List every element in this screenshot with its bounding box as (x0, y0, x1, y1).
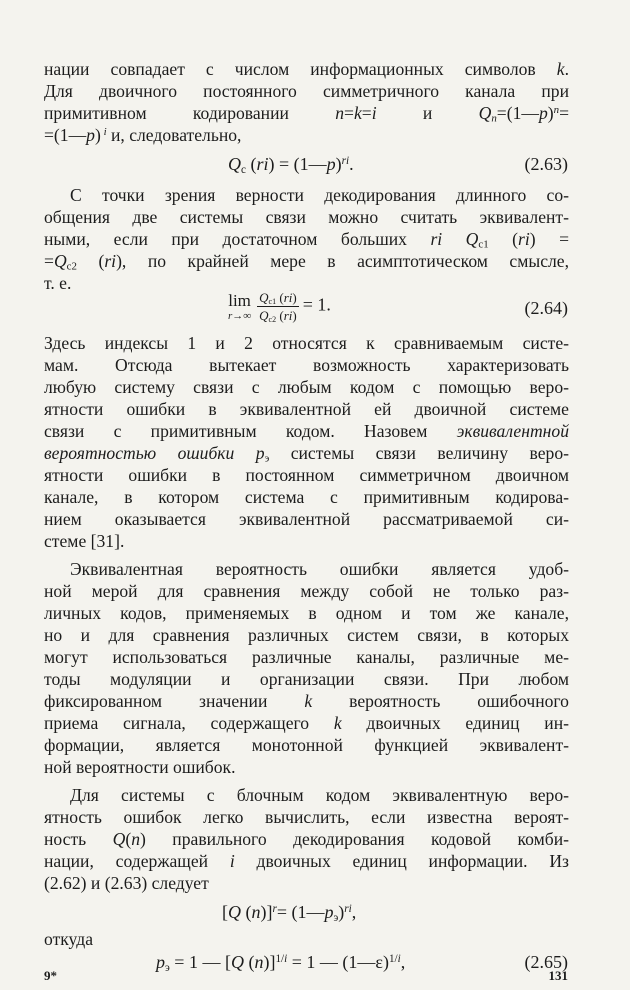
text-line: примитивном кодировании n=k=i и $Q_n=(1—p)^n=$ (44, 103, 570, 125)
equation-number: (2.63) (524, 154, 568, 174)
limit-operator: lim r→∞ (228, 290, 252, 322)
text-line: но и для сравнения различных систем связи, в которых (44, 625, 569, 645)
text-line: стеме [31]. (44, 531, 125, 551)
text-line: нации, содержащей i двоичных единиц информации. Из (44, 851, 569, 871)
equation-2-65: $p_э = 1$ — [Q (n)]$^{1/i}$ = 1 — (1—ε)$^{1/i}$, (156, 952, 406, 974)
text-line: С точки зрения верности декодирования длинного со- (70, 185, 569, 205)
text-line: приема сигнала, содержащего k двоичных единиц ин- (44, 713, 569, 733)
text-line: канале, в котором система с примитивным кодирова- (44, 487, 569, 507)
equation-2-63: $Q_c$ (ri) = (1—p)$^{ri}$. (228, 154, 354, 176)
text-line: ятность ошибок легко вычислить, если известна вероят- (44, 807, 569, 827)
equation-2-64: lim r→∞ $\frac{Q_{c1} (ri)}{Q_{c2} (ri)}$ = 1. (228, 290, 331, 324)
text-line: нации совпадает с числом информационных символов k. (44, 59, 569, 79)
text-line: личных кодов, применяемых в одном и том же канале, (44, 603, 569, 623)
fraction: $\frac{Q_{c1} (ri)}{Q_{c2} (ri)}$ (259, 290, 297, 324)
text-line: Для двоичного постоянного симметричного канала при (44, 81, 569, 101)
text-line: ной вероятности ошибок. (44, 757, 236, 777)
text-otkuda: откуда (44, 929, 94, 949)
text-line: общения две системы связи можно считать эквивалент- (44, 207, 569, 227)
text-line: Для системы с блочным кодом эквивалентную веро- (70, 785, 569, 805)
text-line: =(1—p) $^i$ и, следовательно, (44, 125, 242, 145)
equation-number: (2.65) (524, 952, 568, 972)
text-line: ными, если при достаточном больших ri $Q_{c1}$ (ri) = (44, 229, 570, 251)
page-number: 131 (548, 968, 568, 983)
text-line: тоды модуляции и организации связи. При любом (44, 669, 569, 689)
text-line: любую систему связи с любым кодом с помощью веро- (44, 377, 569, 397)
text-line: нием оказывается эквивалентной рассматриваемой си- (44, 509, 569, 529)
text-line: связи с примитивным кодом. Назовем эквивалентной (44, 421, 569, 441)
text-line: $=Q_{c2}$ (ri), по крайней мере в асимптотическом смысле, (44, 251, 569, 273)
text-line: Здесь индексы 1 и 2 относятся к сравниваемым систе- (44, 333, 569, 353)
signature-mark: 9* (44, 968, 57, 983)
text-line: фиксированном значении k вероятность ошибочного (44, 691, 569, 711)
equation-q-n: [Q $(n)]^r= (1—p_э)^{ri}$, (222, 902, 357, 924)
text-line: ность Q(n) правильного декодирования кодовой комби- (44, 829, 570, 849)
text-line: вероятностью ошибки $p_э$ системы связи величину веро- (44, 443, 569, 465)
text-line: ятности ошибки в эквивалентной ей двоичной системе (44, 399, 569, 419)
text-line: ной мерой для сравнения между собой не только раз- (44, 581, 569, 601)
text-line: мам. Отсюда вытекает возможность характеризовать (44, 355, 569, 375)
text-line: (2.62) и (2.63) следует (44, 873, 209, 893)
text-line: т. е. (44, 273, 72, 293)
equation-number: (2.64) (524, 298, 568, 318)
text-line: Эквивалентная вероятность ошибки является удоб- (70, 559, 569, 579)
text-line: формации, является монотонной функцией эквивалент- (44, 735, 569, 755)
text-line: ятности ошибки в постоянном симметричном двоичном (44, 465, 569, 485)
text-line: могут использоваться различные каналы, различные ме- (44, 647, 569, 667)
